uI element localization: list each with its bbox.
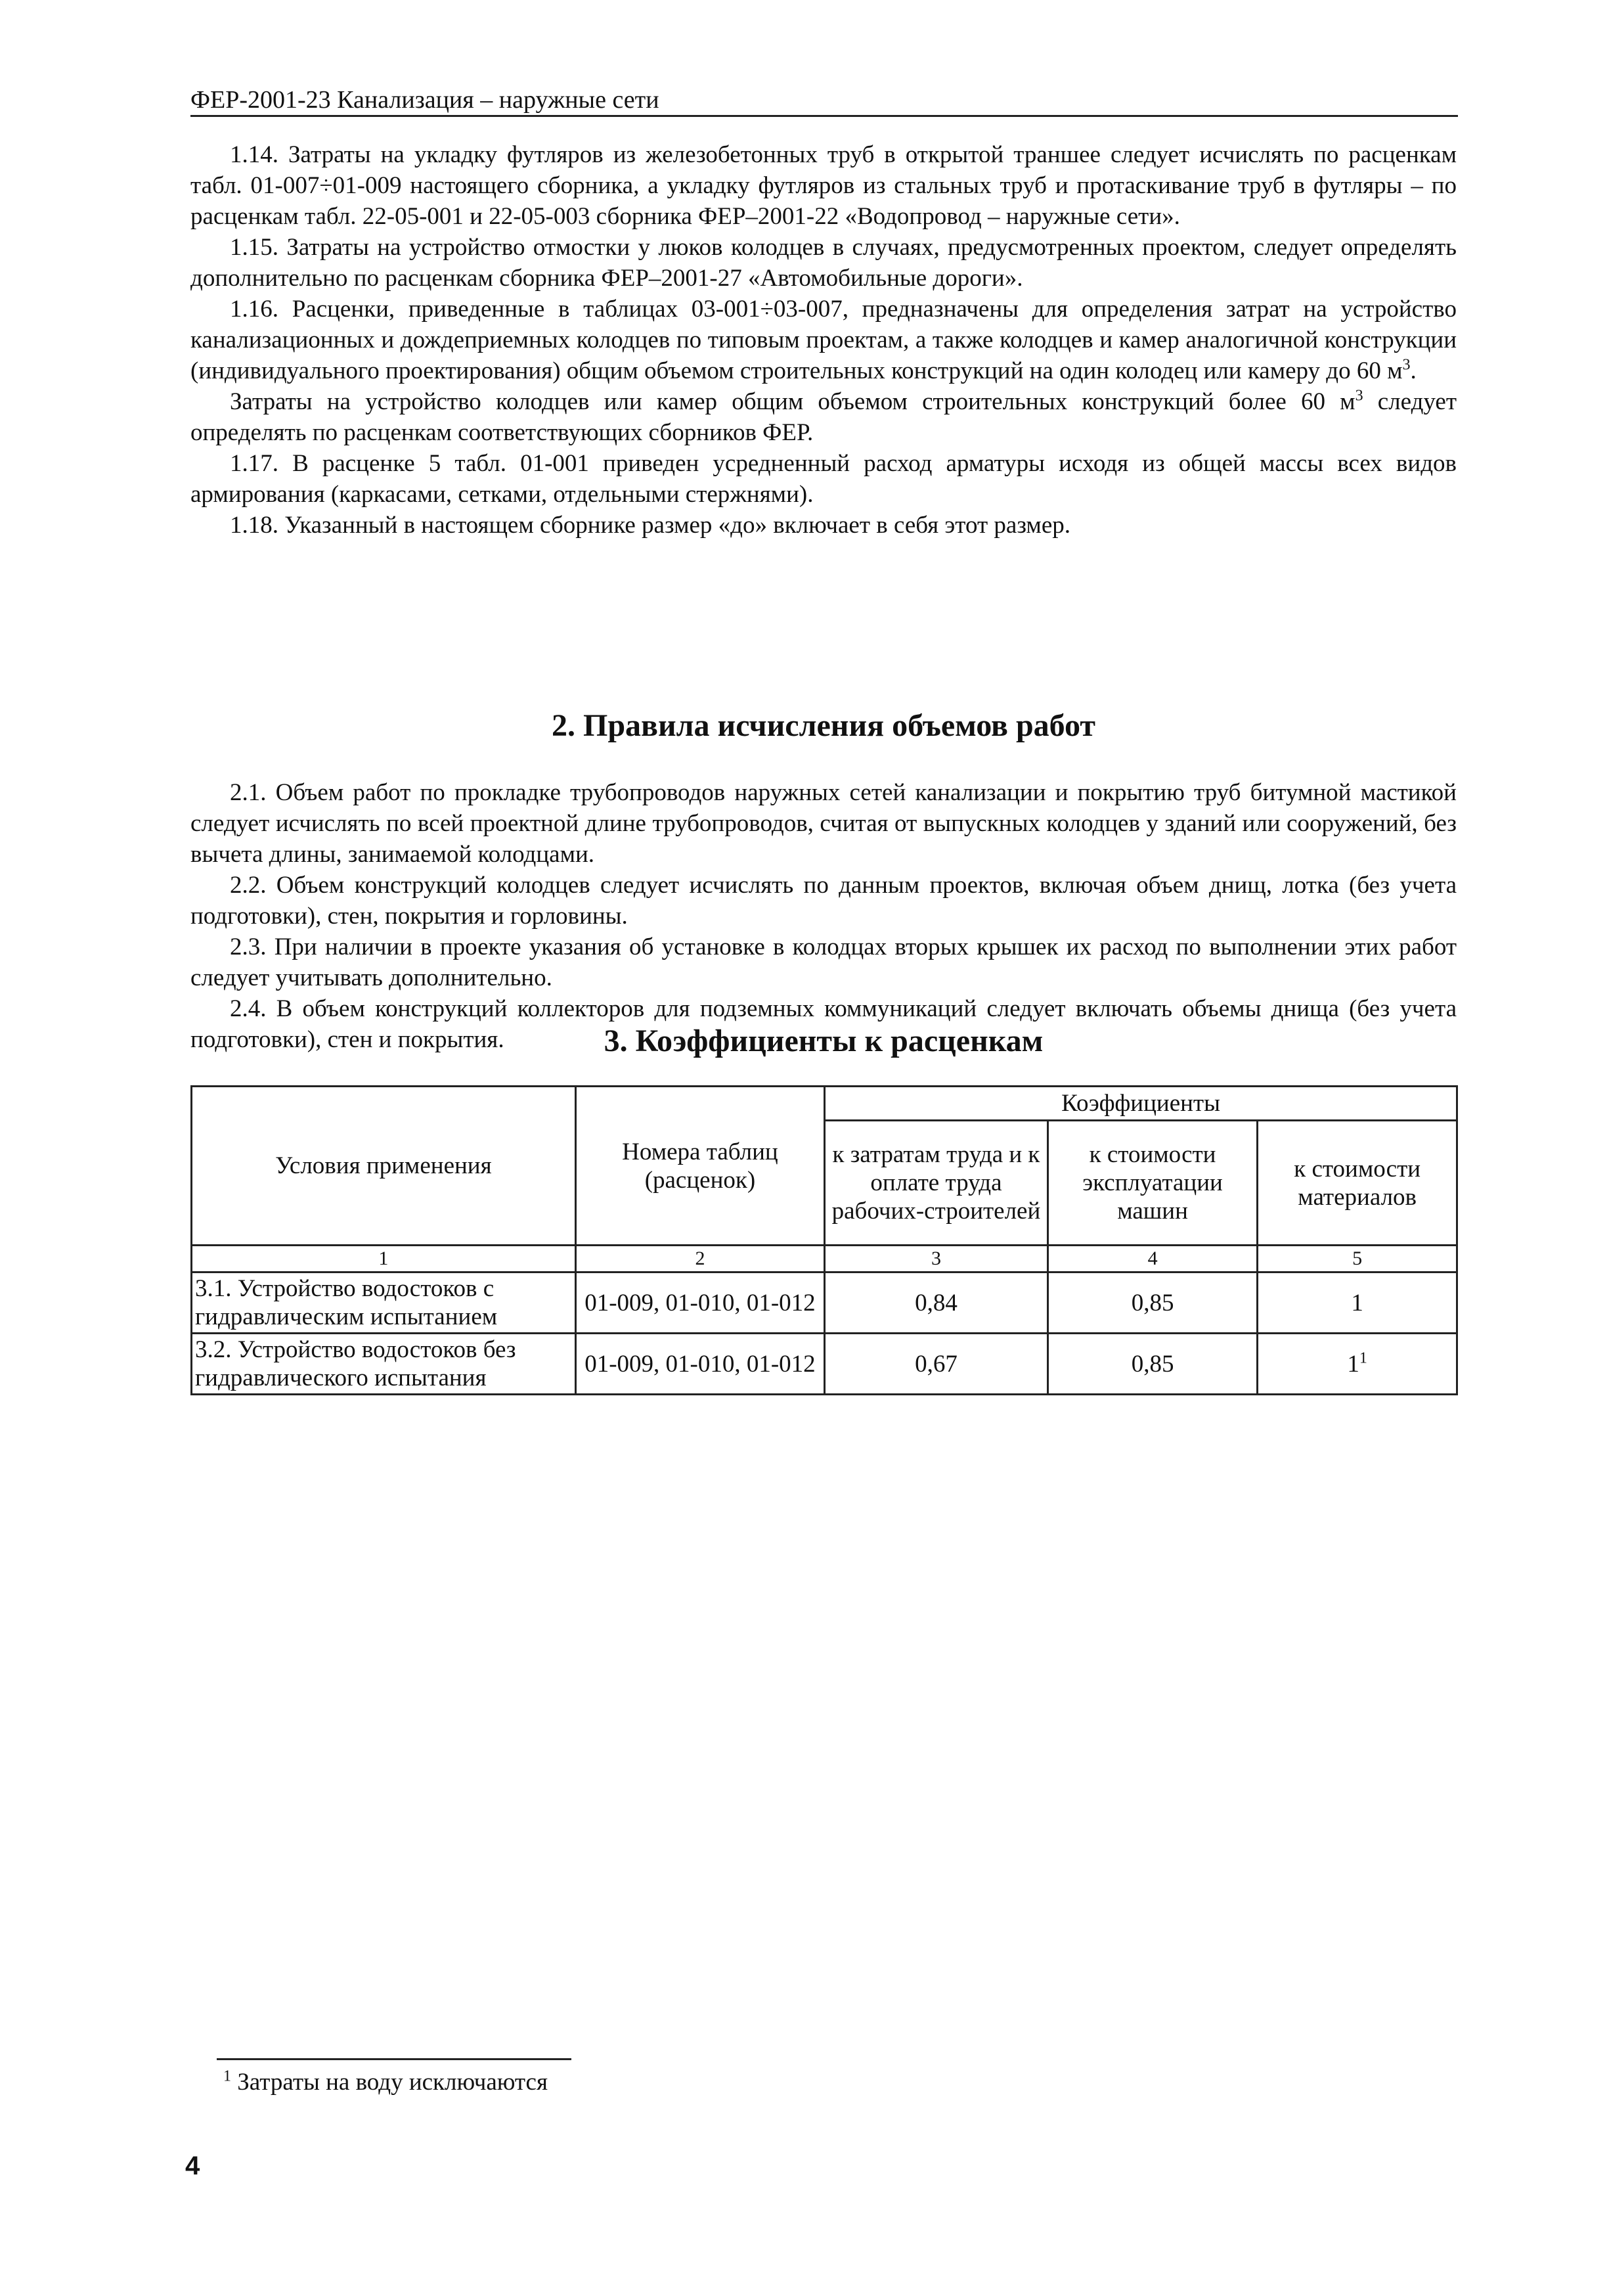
- row-condition: 3.1. Устройство водостоков с гидравлическим испытанием: [192, 1272, 576, 1334]
- row-labor: 0,67: [825, 1334, 1048, 1395]
- paragraph-1-16-cont-end: следует определять по расценкам соответствующих сборников ФЕР.: [190, 388, 1457, 446]
- paragraph-1-15: 1.15. Затраты на устройство отмостки у люков колодцев в случаях, предусмотренных проектом, следует определять дополнительно по расценкам сборника ФЕР–2001-27 «Автомобильные дороги».: [190, 234, 1457, 292]
- paragraph-1-16-text: 1.16. Расценки, приведенные в таблицах 03-001÷03-007, предназначены для определения затрат на устройство канализационных и дождеприемных колодцев по типовым проектам, а также колодцев и камер аналогичной конструкции (индивидуального проектирования) общим объемом строительных конструкций на один колодец или камеру до 60 м: [190, 296, 1457, 384]
- header-labor: к затратам труда и к оплате труда рабочих-строителей: [825, 1121, 1048, 1246]
- paragraph-1-16-end: .: [1410, 357, 1417, 384]
- paragraph-1-18: 1.18. Указанный в настоящем сборнике размер «до» включает в себя этот размер.: [230, 512, 1071, 539]
- cubic-superscript: 3: [1402, 356, 1411, 374]
- paragraph-2-2: 2.2. Объем конструкций колодцев следует исчислять по данным проектов, включая объем днищ, лотка (без учета подготовки), стен, покрытия и горловины.: [190, 872, 1457, 930]
- row-materials: [1258, 1334, 1457, 1395]
- cubic-superscript: 3: [1355, 387, 1363, 405]
- header-conditions: Условия применения: [192, 1087, 576, 1246]
- table-row: [192, 1272, 1457, 1334]
- header-rule: [190, 115, 1458, 117]
- row-labor: 0,84: [825, 1272, 1048, 1334]
- header-materials: к стоимости материалов: [1258, 1121, 1457, 1246]
- row-materials: [1258, 1272, 1457, 1334]
- row-materials-value: 1: [1351, 1289, 1363, 1317]
- running-header: ФЕР-2001-23 Канализация – наружные сети: [190, 86, 659, 114]
- footnote-marker: 1: [223, 2067, 231, 2085]
- section3-heading: 3. Коэффициенты к расценкам: [604, 1024, 1044, 1058]
- row-machines: 0,85: [1047, 1334, 1258, 1395]
- header-machines: к стоимости эксплуатации машин: [1047, 1121, 1258, 1246]
- section2-text: [190, 777, 1457, 1055]
- section3: [190, 1022, 1457, 1061]
- paragraph-1-16: [190, 294, 1457, 386]
- paragraph-1-17: 1.17. В расценке 5 табл. 01-001 приведен усредненный расход арматуры исходя из общей массы всех видов армирования (каркасами, сетками, отдельными стержнями).: [190, 450, 1457, 508]
- paragraph-1-14: 1.14. Затраты на укладку футляров из железобетонных труб в открытой траншее следует исчислять по расценкам табл. 01-007÷01-009 настоящего сборника, а укладку футляров из стальных труб и протаскивание труб в футляры – по расценкам табл. 22-05-001 и 22-05-003 сборника ФЕР–2001-22 «Водопровод – наружные сети».: [190, 141, 1457, 230]
- header-tables: Номера таблиц (расценок): [575, 1087, 824, 1246]
- row-machines: 0,85: [1047, 1272, 1258, 1334]
- column-number: 4: [1047, 1246, 1258, 1272]
- column-number: 3: [825, 1246, 1048, 1272]
- page-number: 4: [185, 2151, 200, 2180]
- row-tables: 01-009, 01-010, 01-012: [575, 1334, 824, 1395]
- table-number-row: [192, 1246, 1457, 1272]
- paragraph-2-3: 2.3. При наличии в проекте указания об установке в колодцах вторых крышек их расход по выполнении этих работ следует учитывать дополнительно.: [190, 934, 1457, 991]
- row-condition: 3.2. Устройство водостоков без гидравлического испытания: [192, 1334, 576, 1395]
- footnote-rule: [217, 2058, 571, 2060]
- paragraph-2-1: 2.1. Объем работ по прокладке трубопроводов наружных сетей канализации и покрытию труб битумной мастикой следует исчислять по всей проектной длине трубопроводов, считая от выпускных колодцев у зданий или сооружений, без вычета длины, занимаемой колодцами.: [190, 779, 1457, 868]
- section1-text: [190, 139, 1457, 541]
- row-tables: 01-009, 01-010, 01-012: [575, 1272, 824, 1334]
- table-header-row: [192, 1087, 1457, 1121]
- column-number: 2: [575, 1246, 824, 1272]
- paragraph-2-4: 2.4. В объем конструкций коллекторов для подземных коммуникаций следует включать объемы днища (без учета подготовки), стен и покрытия.: [190, 995, 1457, 1053]
- footnote: [223, 2066, 548, 2099]
- row-materials-sup: 1: [1359, 1349, 1367, 1367]
- column-number: 1: [192, 1246, 576, 1272]
- row-materials-value: 1: [1347, 1350, 1359, 1378]
- paragraph-1-16-cont: [190, 386, 1457, 448]
- paragraph-1-16-cont-text: Затраты на устройство колодцев или камер общим объемом строительных конструкций более 60 м: [230, 388, 1356, 415]
- header-coefficients: Коэффициенты: [825, 1087, 1457, 1121]
- column-number: 5: [1258, 1246, 1457, 1272]
- coefficients-table: [190, 1085, 1458, 1395]
- footnote-text: Затраты на воду исключаются: [231, 2069, 548, 2096]
- section2-heading: 2. Правила исчисления объемов работ: [552, 708, 1095, 743]
- table-row: [192, 1334, 1457, 1395]
- section2: [190, 706, 1457, 1055]
